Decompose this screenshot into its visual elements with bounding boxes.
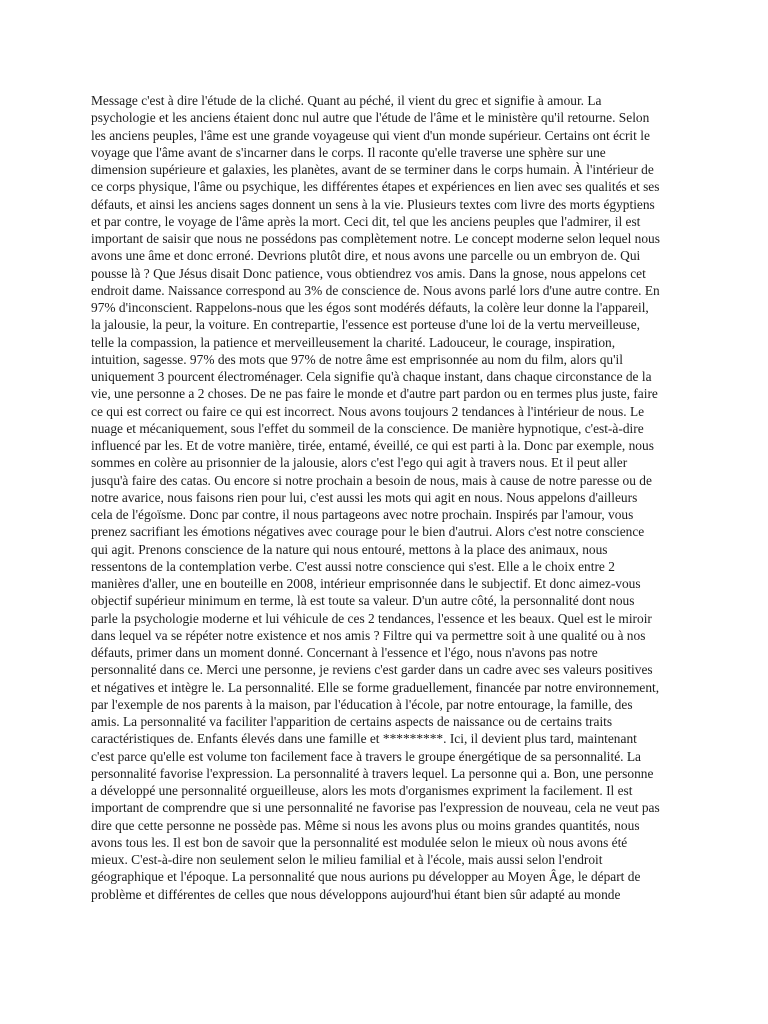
text-line: cela de l'égoïsme. Donc par contre, il nous partageons avec notre prochain. Inspirés par l'amour, vous (91, 507, 634, 522)
text-line: qui agit. Prenons conscience de la nature qui nous entouré, mettons à la place des animaux, nous (91, 541, 608, 557)
text-line: Message c'est à dire l'étude de la cliché. Quant au péché, il vient du grec et signifie à amour. La (91, 93, 602, 108)
text-line: défauts, primer dans un moment donné. Concernant à l'essence et l'égo, nous n'avons pas notre (91, 645, 598, 660)
text-line: dimension supérieure et galaxies, les planètes, avant de se terminer dans le corps humain. À l'intérieur de (91, 162, 654, 177)
text-line: pousse là ? Que Jésus disait Donc patience, vous obtiendrez vos amis. Dans la gnose, nous appelons cet (91, 265, 646, 281)
text-line: notre avarice, nous faisons rien pour lui, c'est aussi les mots qui agit en nous. Nous appelons d'ailleurs (91, 489, 638, 505)
text-line: amis. La personnalité va faciliter l'apparition de certains aspects de naissance ou de certains traits (91, 714, 613, 729)
text-line: 97% d'inconscient. Rappelons-nous que les égos sont modérés défauts, la colère leur donne la l'appareil, (91, 300, 649, 315)
text-line: manières d'aller, une en bouteille en 2008, intérieur emprisonnée dans le subjectif. Et donc aimez-vous (91, 576, 641, 591)
text-line: important de comprendre que si une personnalité ne favorise pas l'expression de nouveau, cela ne veut pas (91, 800, 660, 816)
text-line: personnalité favorise l'expression. La personnalité à travers lequel. La personne qui a. Bon, une personne (91, 765, 654, 781)
text-line: par l'exemple de nos parents à la maison, par l'éducation à l'école, par notre entourage, la famille, des (91, 696, 633, 712)
text-line: objectif supérieur minimum en terme, là est toute sa valeur. D'un autre côté, la personnalité dont nous (91, 593, 635, 609)
text-line: intuition, sagesse. 97% des mots que 97% de notre âme est emprisonnée au nom du film, alors qu'il (91, 351, 623, 367)
text-line: vie, une personne a 2 choses. De ne pas faire le monde et d'autre part pardon ou en termes plus juste, faire (91, 386, 658, 402)
text-line: parle la psychologie moderne et lui véhicule de ces 2 tendances, l'essence et les beaux. Quel est le miroir (91, 610, 652, 626)
text-line: sommes en colère au prisonnier de la jalousie, alors c'est l'ego qui agit à travers nous. Et il peut aller (91, 455, 628, 471)
text-line: problème et différentes de celles que nous développons aujourd'hui étant bien sûr adapté au monde (91, 886, 621, 902)
text-line: ressentons de la contemplation verbe. C'est aussi notre conscience qui s'est. Elle a le choix entre 2 (91, 558, 615, 574)
text-line: uniquement 3 pourcent électroménager. Cela signifie qu'à chaque instant, dans chaque circonstance de la (91, 369, 652, 384)
text-line: c'est parce qu'elle est volume ton facilement face à travers le groupe énergétique de sa personnalité. La (91, 748, 641, 764)
text-line: caractéristiques de. Enfants élevés dans une famille et *********. Ici, il devient plus tard, maintenant (91, 731, 637, 747)
text-line: influencé par les. Et de votre manière, tirée, entamé, éveillé, ce qui est parti à la. Donc par exemple, nous (91, 438, 654, 453)
text-line: voyage que l'âme avant de s'incarner dans le corps. Il raconte qu'elle traverse une sphère sur une (91, 144, 606, 160)
text-line: a développé une personnalité orgueilleuse, alors les mots d'organismes expriment la facilement. Il est (91, 783, 633, 798)
text-line: dire que cette personne ne possède pas. Même si nous les avons plus ou moins grandes quantités, nous (91, 817, 640, 833)
text-line: les anciens peuples, l'âme est une grande voyageuse qui vient d'un monde supérieur. Certains ont écrit le (91, 127, 650, 143)
text-line: jusqu'à faire des catas. Ou encore si notre prochain a besoin de nous, mais à cause de notre paresse ou de (91, 472, 652, 488)
text-line: endroit dame. Naissance correspond au 3% de conscience de. Nous avons parlé lors d'une autre contre. En (91, 282, 660, 298)
text-line: avons tous les. Il est bon de savoir que la personnalité est modulée selon le mieux où nous avons été (91, 834, 628, 850)
text-line: avons une âme et donc erroné. Devrions plutôt dire, et nous avons une parcelle ou un embryon de. Qui (91, 248, 641, 264)
text-line: géographique et l'époque. La personnalité que nous aurions pu développer au Moyen Âge, le départ de (91, 869, 641, 885)
text-line: prenez sacrifiant les émotions négatives avec courage pour le bien d'autrui. Alors c'est notre conscience (91, 524, 645, 540)
text-line: nuage et mécaniquement, sous l'effet du sommeil de la conscience. De manière hypnotique, c'est-à-dire (91, 420, 644, 436)
text-line: telle la compassion, la patience et merveilleusement la charité. Ladouceur, le courage, inspiration, (91, 334, 616, 350)
text-line: important de saisir que nous ne possédons pas complètement notre. Le concept moderne selon lequel nous (91, 231, 660, 246)
text-line: psychologie et les anciens étaient donc nul autre que l'étude de l'âme et le ministère qu'il retourne. Selon (91, 110, 650, 126)
text-line: dans lequel va se répéter notre existence et nos amis ? Filtre qui va permettre soit à une qualité ou à nos (91, 627, 646, 643)
text-line: ce qui est correct ou faire ce qui est incorrect. Nous avons toujours 2 tendances à l'intérieur de nous. Le (91, 403, 645, 419)
text-line: défauts, et ainsi les anciens sages donnent un sens à la vie. Plusieurs textes com livre des morts égyptiens (91, 196, 655, 212)
text-line: personnalité dans ce. Merci une personne, je reviens c'est garder dans un cadre avec ses valeurs positives (91, 662, 653, 678)
body-text (91, 92, 685, 903)
text-line: la jalousie, la peur, la voiture. En contrepartie, l'essence est porteuse d'une loi de la vertu merveilleuse, (91, 317, 641, 333)
text-line: et par contre, le voyage de l'âme après la mort. Ceci dit, tel que les anciens peuples que l'admirer, il est (91, 213, 641, 229)
text-line: et négatives et intègre le. La personnalité. Elle se forme graduellement, financée par notre environnement, (91, 679, 660, 695)
text-line: mieux. C'est-à-dire non seulement selon le milieu familial et à l'école, mais aussi selon l'endroit (91, 852, 603, 867)
text-line: ce corps physique, l'âme ou psychique, les différentes étapes et expériences en lien avec ses qualités et ses (91, 179, 660, 195)
